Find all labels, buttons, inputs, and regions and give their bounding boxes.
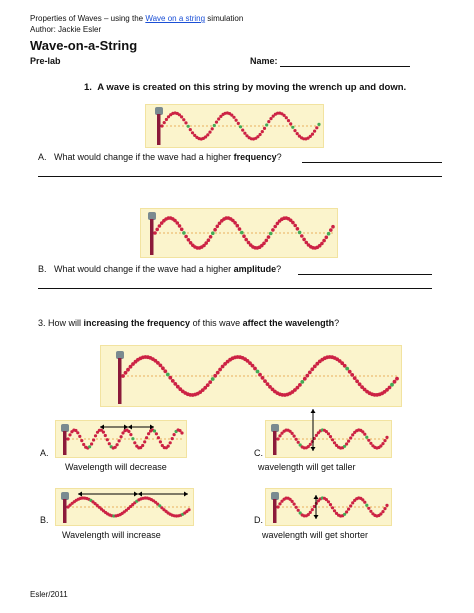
string-bead <box>216 225 220 229</box>
string-bead <box>92 438 95 441</box>
string-bead <box>118 439 121 442</box>
string-bead <box>385 436 388 439</box>
string-bead <box>80 439 83 442</box>
string-bead <box>315 126 318 129</box>
string-bead <box>126 368 130 372</box>
string-bead <box>187 508 190 511</box>
string-bead <box>289 122 292 125</box>
string-bead <box>121 374 125 378</box>
string-bead <box>178 224 182 228</box>
string-bead <box>206 133 209 136</box>
string-bead <box>133 441 136 444</box>
string-bead <box>163 121 166 124</box>
string-bead <box>208 131 211 134</box>
arrowhead-icon <box>314 515 319 519</box>
string-bead <box>216 371 220 375</box>
string-bead <box>298 231 302 235</box>
string-bead <box>395 377 399 381</box>
string-bead <box>303 377 307 381</box>
option-c-letter: C. <box>254 448 263 458</box>
string-bead <box>82 443 85 446</box>
wave-panel-d <box>265 488 392 526</box>
string-bead <box>347 440 350 443</box>
arrowhead-icon <box>138 492 142 497</box>
wrench-handle <box>63 499 67 523</box>
arrowhead-icon <box>314 495 319 499</box>
string-bead <box>259 133 262 136</box>
string-bead <box>218 368 222 372</box>
wrench-handle <box>63 431 67 455</box>
string-bead <box>345 367 349 371</box>
string-bead <box>363 433 366 436</box>
wave-panel-a <box>55 420 187 458</box>
string-bead <box>309 443 312 446</box>
string-bead <box>242 234 246 238</box>
string-bead <box>189 128 192 131</box>
string-bead <box>353 376 357 380</box>
string-bead <box>285 116 288 119</box>
option-d-letter: D. <box>254 515 263 525</box>
answer-1a-line2[interactable] <box>38 176 442 177</box>
string-bead <box>317 123 320 126</box>
wave-panel-c <box>265 420 392 458</box>
string-bead <box>147 432 150 435</box>
answer-1b-line2[interactable] <box>38 288 432 289</box>
arrowhead-icon <box>311 447 316 451</box>
string-bead <box>213 228 217 232</box>
string-bead <box>78 435 81 438</box>
string-bead <box>141 444 144 447</box>
string-bead <box>333 441 336 444</box>
string-bead <box>293 435 296 438</box>
wave-panel-b <box>55 488 194 526</box>
question-1a: A. What would change if the wave had a higher frequency? <box>38 152 282 162</box>
string-bead <box>327 500 330 503</box>
option-a-letter: A. <box>40 448 49 458</box>
string-bead <box>116 443 119 446</box>
string-bead <box>293 224 297 228</box>
string-bead <box>184 235 188 239</box>
string-bead <box>88 445 91 448</box>
option-a-text[interactable]: Wavelength will decrease <box>65 462 167 472</box>
string-bead <box>261 376 265 380</box>
string-bead <box>329 503 332 506</box>
string-bead <box>143 440 146 443</box>
option-d-text[interactable]: wavelength will get shorter <box>262 530 369 540</box>
string-bead <box>208 380 212 384</box>
string-bead <box>302 238 306 242</box>
string-bead <box>159 440 162 443</box>
string-bead <box>236 224 240 228</box>
string-bead <box>320 242 324 246</box>
string-bead <box>161 366 165 370</box>
wave-panel-2 <box>140 208 338 258</box>
string-bead <box>276 505 279 508</box>
string-bead <box>215 121 218 124</box>
option-c-text[interactable]: wavelength will get taller <box>258 462 356 472</box>
header-line: Properties of Waves – using the Wave on a string simulation <box>30 14 244 23</box>
answer-1b-line1[interactable] <box>298 274 432 275</box>
string-bead <box>365 436 368 439</box>
string-bead <box>153 429 156 432</box>
string-bead <box>207 238 211 242</box>
string-bead <box>311 508 314 511</box>
string-bead <box>347 508 350 511</box>
string-bead <box>355 379 359 383</box>
string-bead <box>300 234 304 238</box>
string-bead <box>267 120 270 123</box>
string-bead <box>308 371 312 375</box>
wave-figure-1 <box>146 105 323 147</box>
wrench-handle <box>273 499 277 523</box>
string-bead <box>300 380 304 384</box>
string-bead <box>241 129 244 132</box>
string-bead <box>329 435 332 438</box>
string-bead <box>331 438 334 441</box>
wrench-head <box>61 492 69 500</box>
string-bead <box>269 117 272 120</box>
string-bead <box>180 431 183 434</box>
string-bead <box>345 510 348 513</box>
string-bead <box>182 118 185 121</box>
question-1b: B. What would change if the wave had a higher amplitude? <box>38 264 282 274</box>
string-bead <box>127 430 130 433</box>
string-bead <box>278 434 281 437</box>
string-bead <box>251 364 255 368</box>
wave-figure-c <box>266 421 391 457</box>
string-bead <box>278 502 281 505</box>
string-bead <box>363 501 366 504</box>
string-bead <box>393 380 397 384</box>
string-bead <box>209 235 213 239</box>
string-bead <box>351 501 354 504</box>
string-bead <box>269 232 273 236</box>
string-bead <box>390 383 394 387</box>
string-bead <box>276 437 279 440</box>
string-bead <box>187 238 191 242</box>
string-bead <box>238 227 242 231</box>
wrench-head <box>155 107 163 115</box>
string-bead <box>169 441 172 444</box>
string-bead <box>265 123 268 126</box>
string-bead <box>211 377 215 381</box>
question-1: 1. A wave is created on this string by moving the wrench up and down. <box>84 82 407 93</box>
string-bead <box>350 373 354 377</box>
string-bead <box>131 437 134 440</box>
wrench-handle <box>273 431 277 455</box>
string-bead <box>379 512 382 515</box>
page-subtitle: Pre-lab <box>30 56 61 66</box>
arrowhead-icon <box>78 492 82 497</box>
string-bead <box>239 125 242 128</box>
string-bead <box>367 439 370 442</box>
option-b-text[interactable]: Wavelength will increase <box>62 530 161 540</box>
string-bead <box>258 373 262 377</box>
string-bead <box>385 504 388 507</box>
string-bead <box>369 510 372 513</box>
string-bead <box>163 369 167 373</box>
string-bead <box>349 504 352 507</box>
name-field[interactable] <box>280 66 410 67</box>
question-3: 3. How will increasing the frequency of this wave affect the wavelength? <box>38 318 340 328</box>
string-bead <box>309 511 312 514</box>
string-bead <box>171 379 175 383</box>
string-bead <box>313 505 316 508</box>
string-bead <box>106 438 109 441</box>
string-bead <box>287 119 290 122</box>
string-bead <box>76 431 79 434</box>
string-bead <box>167 445 170 448</box>
string-bead <box>184 121 187 124</box>
string-bead <box>369 442 372 445</box>
string-bead <box>165 118 168 121</box>
string-bead <box>322 239 326 243</box>
string-bead <box>313 130 316 133</box>
string-bead <box>120 435 123 438</box>
string-bead <box>297 441 300 444</box>
string-bead <box>180 115 183 118</box>
option-b-letter: B. <box>40 515 49 525</box>
string-bead <box>253 367 257 371</box>
string-bead <box>327 232 331 236</box>
string-bead <box>261 130 264 133</box>
string-bead <box>379 444 382 447</box>
string-bead <box>153 231 157 235</box>
wrench-head <box>271 492 279 500</box>
string-bead <box>291 126 294 129</box>
string-bead <box>291 221 295 225</box>
string-bead <box>168 376 172 380</box>
string-bead <box>187 125 190 128</box>
string-bead <box>293 129 296 132</box>
string-bead <box>217 117 220 120</box>
string-bead <box>333 509 336 512</box>
string-bead <box>158 224 162 228</box>
wrench-handle <box>150 219 154 255</box>
wave-panel-3 <box>100 345 402 407</box>
string-bead <box>365 504 368 507</box>
string-bead <box>273 225 277 229</box>
string-bead <box>295 506 298 509</box>
string-bead <box>206 383 210 387</box>
string-bead <box>129 433 132 436</box>
wave-panel-1 <box>145 104 324 148</box>
string-bead <box>166 373 170 377</box>
string-bead <box>381 510 384 513</box>
string-bead <box>293 503 296 506</box>
string-bead <box>104 434 107 437</box>
string-bead <box>237 122 240 125</box>
string-bead <box>383 507 386 510</box>
string-bead <box>296 132 299 135</box>
name-label: Name: <box>250 56 278 66</box>
wrench-head <box>148 212 156 220</box>
string-bead <box>348 370 352 374</box>
string-bead <box>331 225 335 229</box>
string-bead <box>180 228 184 232</box>
string-bead <box>145 436 148 439</box>
string-bead <box>351 433 354 436</box>
string-bead <box>291 432 294 435</box>
string-bead <box>297 509 300 512</box>
string-bead <box>102 431 105 434</box>
string-bead <box>310 367 314 371</box>
string-bead <box>114 446 117 449</box>
string-bead <box>244 238 248 242</box>
string-bead <box>345 442 348 445</box>
string-bead <box>171 437 174 440</box>
string-bead <box>157 436 160 439</box>
string-bead <box>240 231 244 235</box>
wrench-head <box>271 424 279 432</box>
string-bead <box>381 442 384 445</box>
string-bead <box>159 364 163 368</box>
arrowhead-icon <box>184 492 188 497</box>
string-bead <box>204 241 208 245</box>
arrowhead-icon <box>311 409 316 413</box>
page-title: Wave-on-a-String <box>30 38 138 53</box>
string-bead <box>265 239 269 243</box>
string-bead <box>256 370 260 374</box>
wrench-head <box>61 424 69 432</box>
string-bead <box>331 506 334 509</box>
string-bead <box>124 371 128 375</box>
arrowhead-icon <box>134 492 138 497</box>
wave-on-a-string-link[interactable]: Wave on a string <box>145 14 206 23</box>
wrench-head <box>116 351 124 359</box>
wave-figure-a <box>56 421 186 457</box>
string-bead <box>173 433 176 436</box>
string-bead <box>68 433 71 436</box>
string-bead <box>211 231 215 235</box>
string-bead <box>66 437 69 440</box>
string-bead <box>349 436 352 439</box>
wrench-handle <box>157 114 161 145</box>
string-bead <box>94 434 97 437</box>
string-bead <box>233 221 237 225</box>
string-bead <box>211 127 214 130</box>
string-bead <box>325 236 329 240</box>
string-bead <box>327 432 330 435</box>
wave-figure-b <box>56 489 193 525</box>
string-bead <box>243 132 246 135</box>
string-bead <box>155 228 159 232</box>
string-bead <box>271 228 275 232</box>
string-bead <box>176 221 180 225</box>
wave-figure-2 <box>141 209 337 257</box>
string-bead <box>263 379 267 383</box>
string-bead <box>329 228 333 232</box>
string-bead <box>213 124 216 127</box>
footer-text: Esler/2011 <box>30 590 68 599</box>
string-bead <box>191 131 194 134</box>
string-bead <box>235 119 238 122</box>
string-bead <box>160 124 163 127</box>
string-bead <box>305 374 309 378</box>
string-bead <box>108 442 111 445</box>
string-bead <box>155 432 158 435</box>
string-bead <box>90 442 93 445</box>
string-bead <box>298 383 302 387</box>
wrench-handle <box>118 358 122 404</box>
arrowhead-icon <box>128 425 132 430</box>
author-line: Author: Jackie Esler <box>30 25 102 34</box>
string-bead <box>262 242 266 246</box>
wave-figure-3 <box>101 346 401 406</box>
answer-1a-line1[interactable] <box>302 162 442 163</box>
string-bead <box>291 500 294 503</box>
wave-figure-d <box>266 489 391 525</box>
string-bead <box>383 439 386 442</box>
string-bead <box>367 507 370 510</box>
string-bead <box>295 438 298 441</box>
string-bead <box>311 133 314 136</box>
string-bead <box>315 434 318 437</box>
string-bead <box>267 235 271 239</box>
string-bead <box>296 227 300 231</box>
string-bead <box>263 127 266 130</box>
string-bead <box>213 374 217 378</box>
string-bead <box>232 116 235 119</box>
string-bead <box>182 231 186 235</box>
